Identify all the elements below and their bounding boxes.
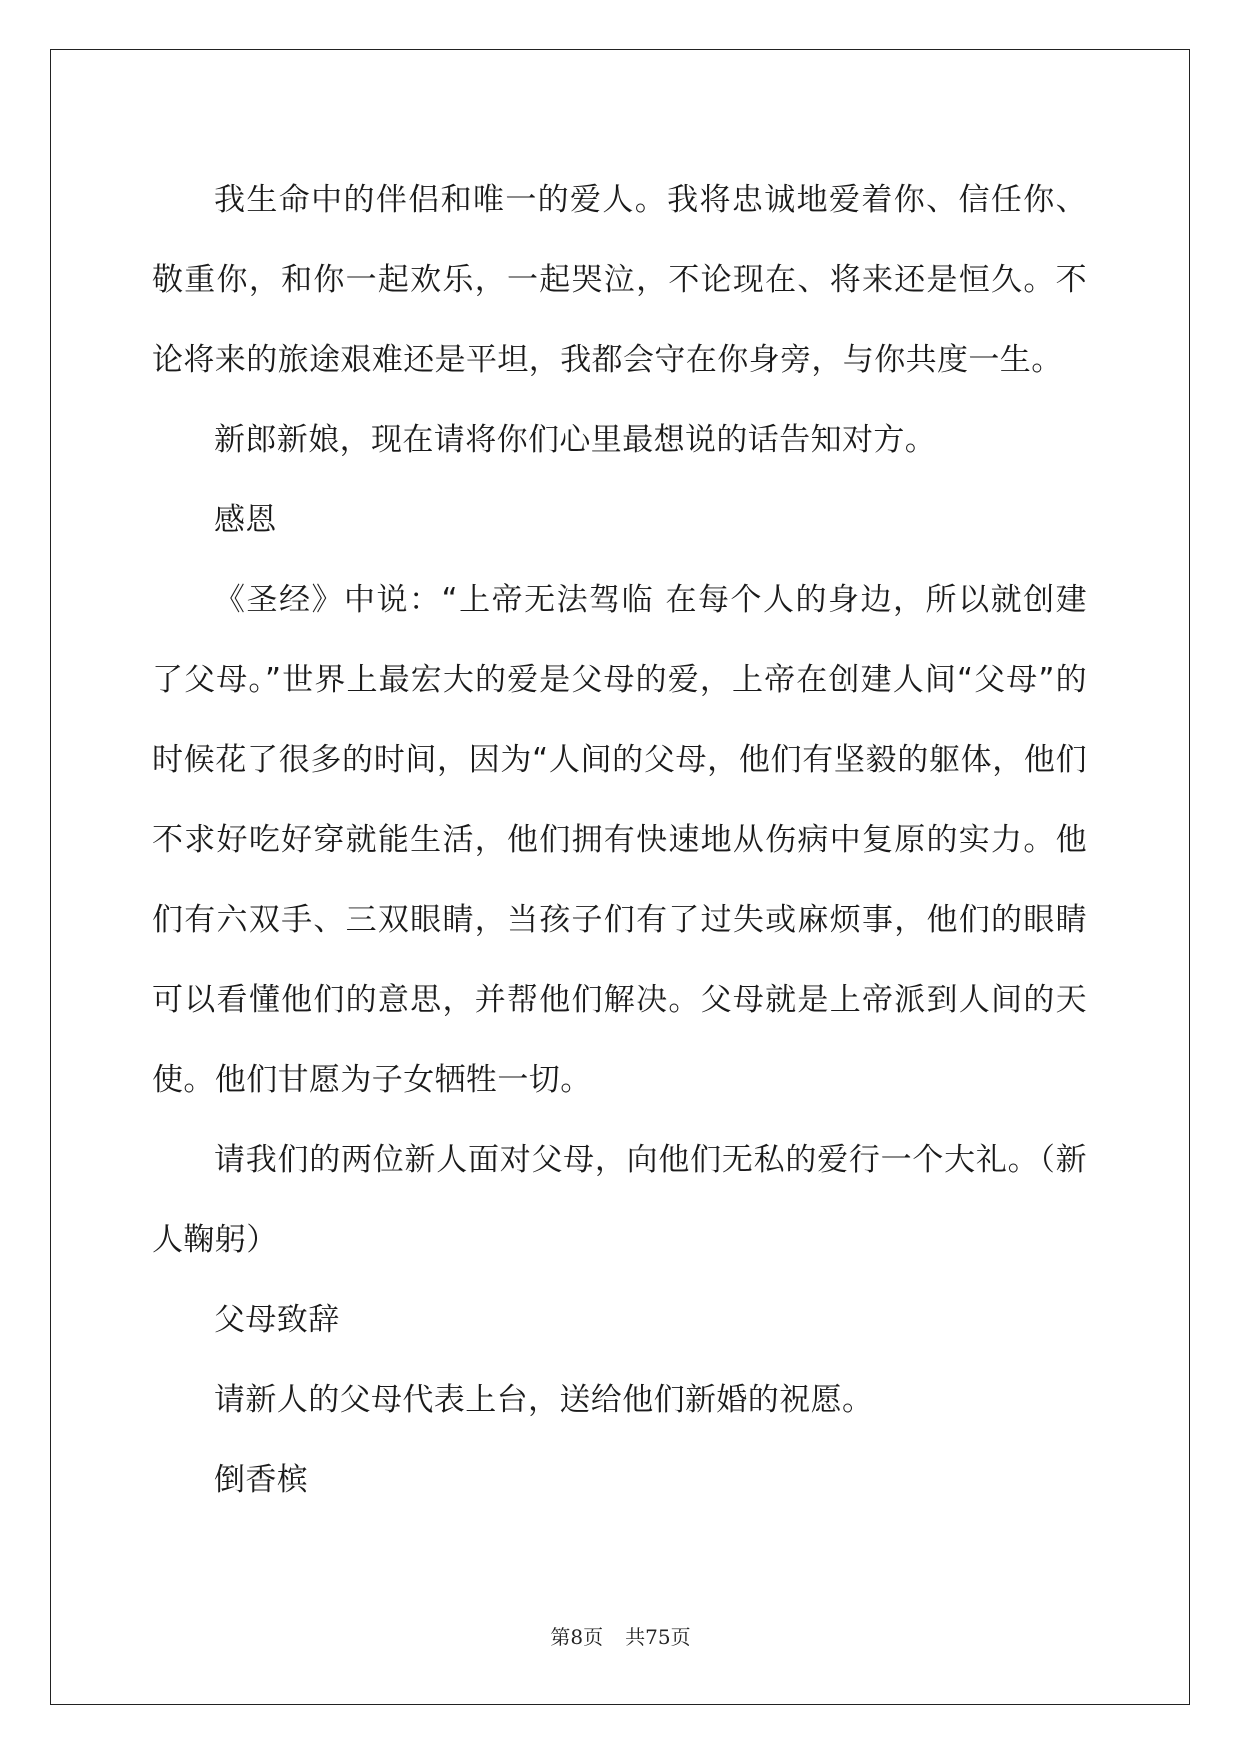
page-number: 第8页 bbox=[550, 1625, 604, 1649]
paragraph-exchange-words: 新郎新娘，现在请将你们心里最想说的话告知对方。 bbox=[214, 422, 937, 458]
section-heading-gratitude: 感恩 bbox=[214, 502, 277, 538]
document-body bbox=[152, 160, 1087, 1520]
section-heading-parents-speech: 父母致辞 bbox=[214, 1302, 340, 1338]
paragraph-vows: 我生命中的伴侣和唯一的爱人。我将忠诚地爱着你、信任你、敬重你，和你一起欢乐，一起哭泣，不论现在、将来还是恒久。不论将来的旅途艰难还是平坦，我都会守在你身旁，与你共度一生。 bbox=[152, 182, 1087, 378]
paragraph-bible-quote: 《圣经》中说：“上帝无法驾临 在每个人的身边，所以就创建了父母。”世界上最宏大的爱是父母的爱，上帝在创建人间“父母”的时候花了很多的时间，因为“人间的父母，他们有坚毅的躯体，他们不求好吃好穿就能生活，他们拥有快速地从伤病中复原的实力。他们有六双手、三双眼睛，当孩子们有了过失或麻烦事，他们的眼睛可以看懂他们的意思，并帮他们解决。父母就是上帝派到人间的天使。他们甘愿为子女牺牲一切。 bbox=[152, 582, 1087, 1098]
page-total: 共75页 bbox=[625, 1625, 691, 1649]
paragraph-bow-to-parents: 请我们的两位新人面对父母，向他们无私的爱行一个大礼。（新人鞠躬） bbox=[152, 1142, 1087, 1258]
section-heading-champagne: 倒香槟 bbox=[214, 1462, 309, 1498]
page-footer bbox=[0, 1621, 1241, 1650]
paragraph-parents-invite: 请新人的父母代表上台，送给他们新婚的祝愿。 bbox=[214, 1382, 874, 1418]
